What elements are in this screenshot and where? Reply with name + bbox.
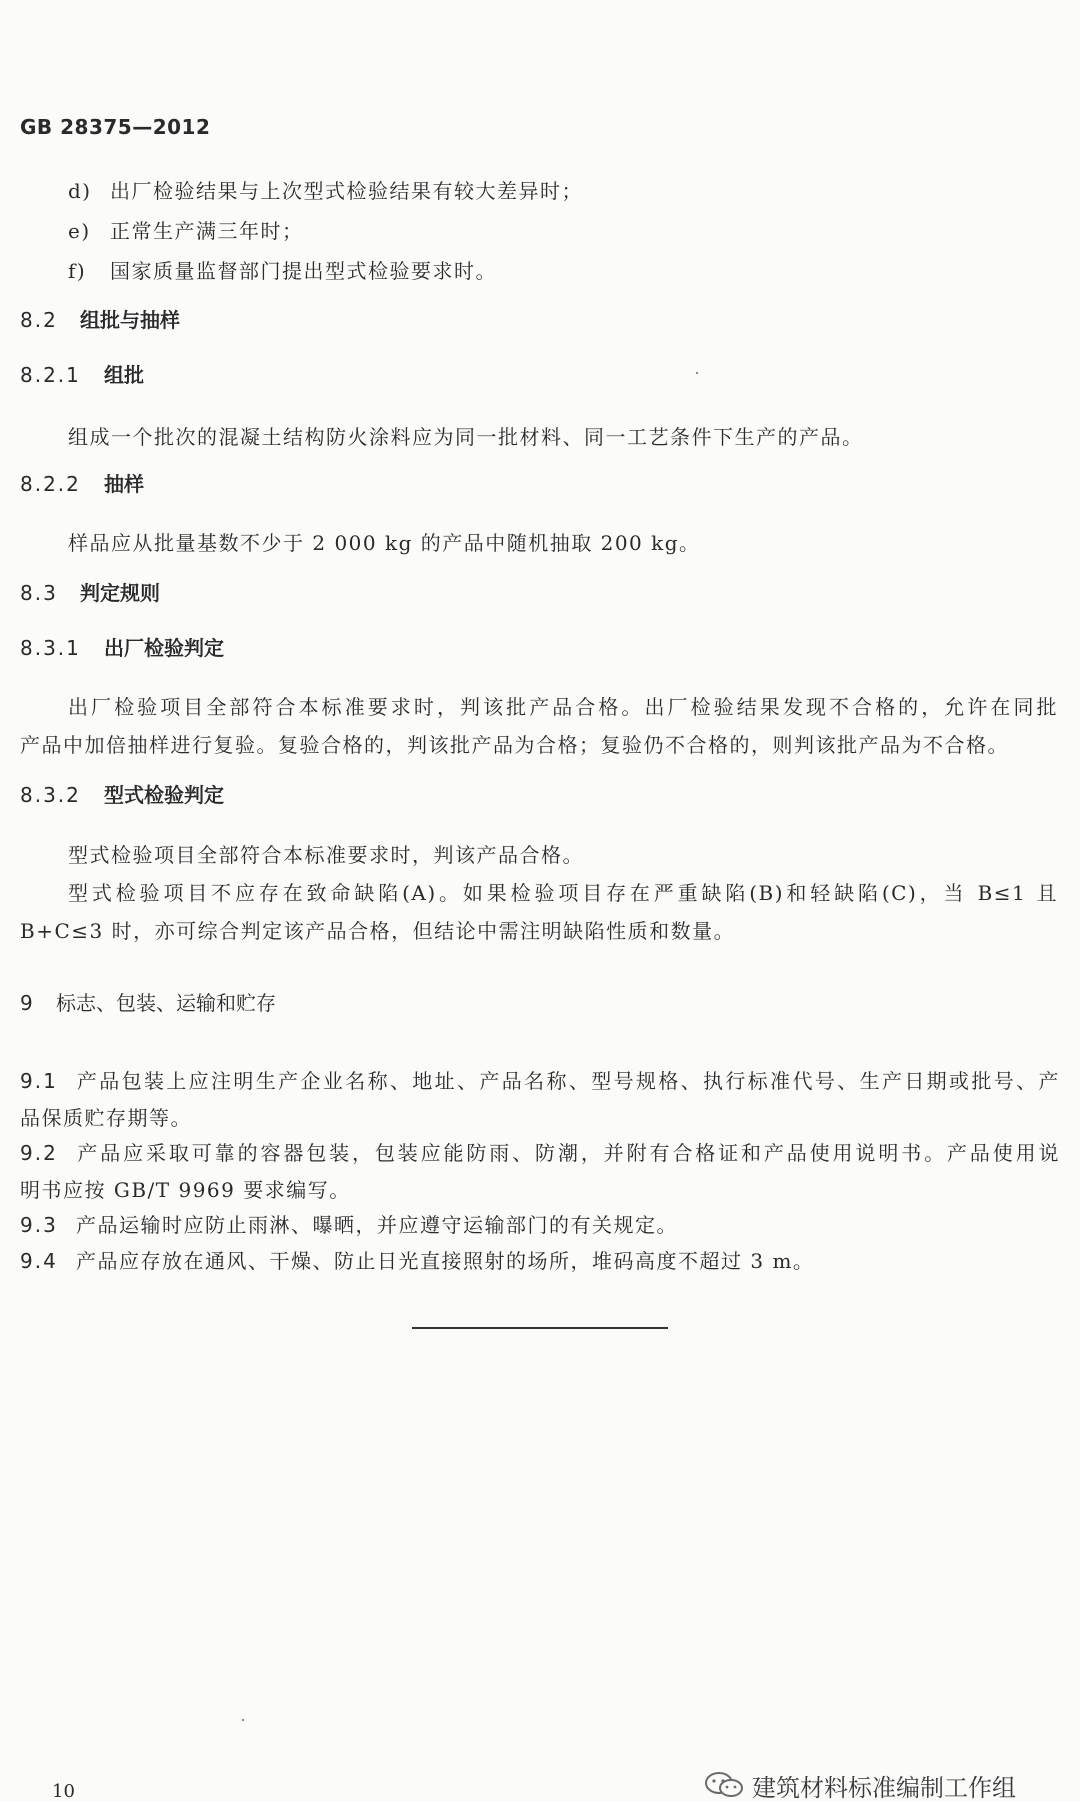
paragraph-text: 产品运输时应防止雨淋、曝晒，并应遵守运输部门的有关规定。: [76, 1213, 678, 1237]
paragraph-8-2-2: 样品应从批量基数不少于 2 000 kg 的产品中随机抽取 200 kg。: [68, 531, 701, 555]
paragraph-9-1-line-1: [20, 1068, 1060, 1094]
section-title: 标志、包装、运输和贮存: [56, 991, 276, 1015]
section-title: 判定规则: [80, 581, 160, 605]
end-rule: [412, 1327, 668, 1329]
scan-speck: [242, 1719, 244, 1721]
page-number: 10: [52, 1781, 75, 1802]
section-title: 组批: [104, 363, 144, 387]
paragraph-8-2-1: 组成一个批次的混凝土结构防火涂料应为同一批材料、同一工艺条件下生产的产品。: [68, 425, 864, 449]
section-number: 9.3: [20, 1213, 58, 1237]
paragraph-9-2-line-1: [20, 1140, 1060, 1166]
standard-code-header: GB 28375—2012: [20, 115, 211, 139]
section-number: 9: [20, 991, 35, 1015]
section-heading-8-2-1: [20, 362, 144, 388]
list-item-letter: d): [68, 179, 92, 203]
list-item-letter: e): [68, 219, 91, 243]
paragraph-8-3-1-line-1: 出厂检验项目全部符合本标准要求时，判该批产品合格。出厂检验结果发现不合格的，允许在同批: [68, 695, 1058, 719]
watermark: [704, 1770, 1016, 1800]
section-heading-8-2-2: [20, 471, 144, 497]
paragraph-9-3: [20, 1212, 678, 1238]
list-item-text: 正常生产满三年时；: [110, 219, 304, 243]
paragraph-text: 产品包装上应注明生产企业名称、地址、产品名称、型号规格、执行标准代号、生产日期或批号、产: [76, 1069, 1060, 1093]
section-number: 8.2.2: [20, 472, 81, 496]
section-heading-8-3-2: [20, 782, 224, 808]
list-item-letter: f): [68, 259, 87, 283]
watermark-text: 建筑材料标准编制工作组: [752, 1773, 1016, 1802]
list-item-e: [68, 218, 304, 244]
section-title: 出厂检验判定: [104, 636, 224, 660]
paragraph-8-3-2-para-1: 型式检验项目全部符合本标准要求时，判该产品合格。: [68, 843, 584, 867]
section-heading-9: [20, 990, 276, 1016]
section-heading-8-3-1: [20, 635, 224, 661]
paragraph-8-3-1-line-2: 产品中加倍抽样进行复验。复验合格的，判该批产品为合格；复验仍不合格的，则判该批产品为不合格。: [20, 733, 1009, 757]
paragraph-9-4: [20, 1248, 814, 1274]
paragraph-9-1-line-2: 品保质贮存期等。: [20, 1106, 192, 1130]
paragraph-text: 产品应采取可靠的容器包装，包装应能防雨、防潮，并附有合格证和产品使用说明书。产品使用说: [76, 1141, 1060, 1165]
paragraph-9-2-line-2: 明书应按 GB/T 9969 要求编写。: [20, 1178, 351, 1202]
section-title: 型式检验判定: [104, 783, 224, 807]
section-number: 8.3.1: [20, 636, 81, 660]
section-heading-8-3: [20, 580, 160, 606]
list-item-text: 国家质量监督部门提出型式检验要求时。: [110, 259, 497, 283]
list-item-d: [68, 178, 583, 204]
section-number: 8.2: [20, 308, 58, 332]
section-number: 8.3.2: [20, 783, 81, 807]
wechat-icon: [704, 1771, 744, 1799]
section-number: 9.2: [20, 1141, 58, 1165]
paragraph-8-3-2-line-1: 型式检验项目不应存在致命缺陷(A)。如果检验项目存在严重缺陷(B)和轻缺陷(C)，当 B≤1 且: [68, 881, 1058, 905]
section-number: 8.2.1: [20, 363, 81, 387]
section-number: 8.3: [20, 581, 58, 605]
paragraph-text: 产品应存放在通风、干燥、防止日光直接照射的场所，堆码高度不超过 3 m。: [76, 1249, 815, 1273]
section-title: 抽样: [104, 472, 144, 496]
list-item-f: [68, 258, 497, 284]
scan-speck: [696, 372, 698, 374]
section-title: 组批与抽样: [80, 308, 180, 332]
list-item-text: 出厂检验结果与上次型式检验结果有较大差异时；: [110, 179, 583, 203]
section-number: 9.1: [20, 1069, 58, 1093]
section-heading-8-2: [20, 307, 180, 333]
paragraph-8-3-2-line-2: B+C≤3 时，亦可综合判定该产品合格，但结论中需注明缺陷性质和数量。: [20, 919, 736, 943]
section-number: 9.4: [20, 1249, 58, 1273]
